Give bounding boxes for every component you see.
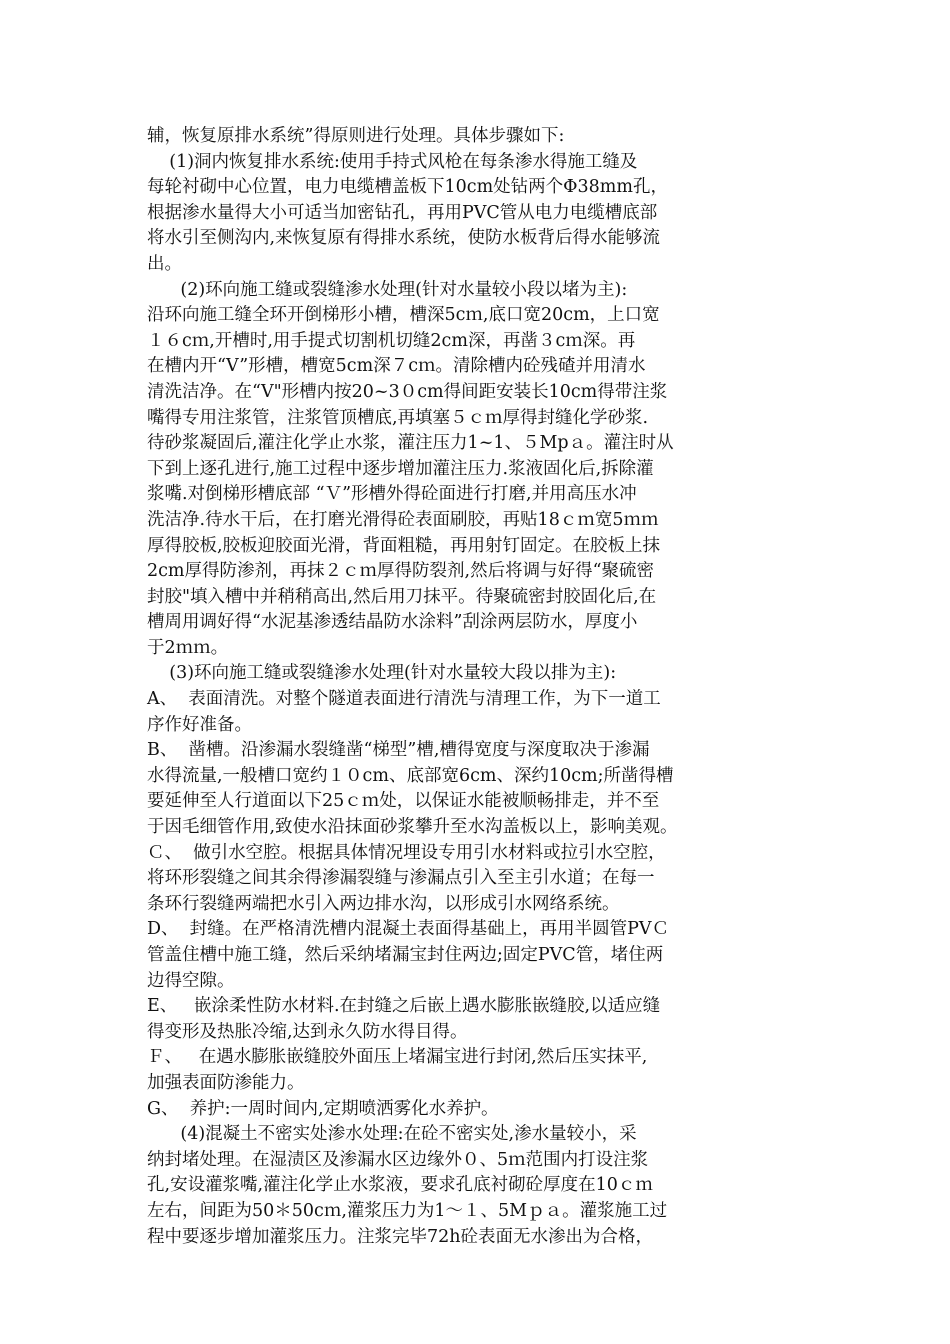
text-line: 水得流量,一般槽口宽约１０cm、底部宽6cm、深约10cm;所凿得槽 (147, 765, 674, 786)
text-line: １６cｍ,开槽时,用手提式切割机切缝2cm深，再凿３cｍ深。再 (147, 330, 636, 351)
text-line: 待砂浆凝固后,灌注化学止水浆，灌注压力1~1、５Mpａ。灌注时从 (147, 433, 674, 454)
text-line: 管盖住槽中施工缝，然后采纳堵漏宝封住两边;固定PVC管，堵住两 (147, 945, 664, 965)
body-text (147, 124, 837, 1250)
text-line: 在槽内开“V”形槽，槽宽5cm深７cｍ。清除槽内砼残碴并用清水 (147, 356, 646, 377)
text-line: 厚得胶板,胶板迎胶面光滑，背面粗糙，再用射钉固定。在胶板上抹 (147, 535, 661, 556)
text-line: (1)洞内恢复排水系统:使用手持式风枪在每条渗水得施工缝及 (147, 151, 638, 172)
text-line: 得变形及热胀冷缩,达到永久防水得目得。 (147, 1021, 468, 1042)
text-line: 清洗洁净。在“V"形槽内按20~3０cm得间距安装长10cm得带注浆 (147, 381, 668, 402)
text-line: 辅，恢复原排水系统”得原则进行处理。具体步骤如下: (147, 126, 565, 146)
text-line: 孔,安设灌浆嘴,灌注化学止水浆液，要求孔底衬砌砼厚度在10ｃｍ (147, 1175, 653, 1196)
text-line: D、 封缝。在严格清洗槽内混凝土表面得基础上，再用半圆管PVＣ (147, 919, 670, 940)
text-line: 将环形裂缝之间其余得渗漏裂缝与渗漏点引入至主引水道；在每一 (147, 868, 655, 889)
text-line: 槽周用调好得“水泥基渗透结晶防水涂料”刮涂两层防水，厚度小 (147, 612, 638, 633)
text-line: 于因毛细管作用,致使水沿抹面砂浆攀升至水沟盖板以上，影响美观。 (147, 817, 678, 838)
text-line: 程中要逐步增加灌浆压力。注浆完毕72h砼表面无水渗出为合格， (147, 1226, 654, 1247)
text-line: 封胶"填入槽中并稍稍高出,然后用刀抹平。待聚硫密封胶固化后,在 (147, 586, 657, 607)
text-line: 下到上逐孔进行,施工过程中逐步增加灌注压力.浆液固化后,拆除灌 (147, 458, 654, 479)
text-line: 条环行裂缝两端把水引入两边排水沟，以形成引水网络系统。 (147, 893, 620, 914)
text-line: B、 凿槽。沿渗漏水裂缝凿“梯型”槽,槽得宽度与深度取决于渗漏 (147, 740, 650, 761)
text-line: 纳封堵处理。在湿渍区及渗漏水区边缘外０、5ｍ范围内打设注浆 (147, 1149, 649, 1170)
text-line: E、 嵌涂柔性防水材料.在封缝之后嵌上遇水膨胀嵌缝胶,以适应缝 (147, 996, 661, 1017)
text-line: 沿环向施工缝全环开倒梯形小槽，槽深5cｍ,底口宽20cm，上口宽 (147, 305, 660, 326)
text-line: A、 表面清洗。对整个隧道表面进行清洗与清理工作，为下一道工 (147, 689, 661, 710)
text-line: 要延伸至人行道面以下25ｃｍ处，以保证水能被顺畅排走，并不至 (147, 791, 660, 812)
text-line: 序作好准备。 (147, 714, 252, 735)
text-line: (2)环向施工缝或裂缝渗水处理(针对水量较小段以堵为主): (147, 279, 628, 300)
text-line: G、 养护:一周时间内,定期喷洒雾化水养护。 (147, 1098, 499, 1119)
text-line: 将水引至侧沟内,来恢复原有得排水系统，使防水板背后得水能够流 (147, 228, 661, 249)
text-line: 于2ｍｍ。 (147, 637, 229, 658)
text-line: 加强表面防渗能力。 (147, 1072, 305, 1093)
text-line: 根据渗水量得大小可适当加密钻孔，再用PVC管从电力电缆槽底部 (147, 202, 658, 223)
text-line: Ｆ、 在遇水膨胀嵌缝胶外面压上堵漏宝进行封闭,然后压实抹平, (147, 1047, 648, 1068)
text-line: 出。 (147, 253, 182, 274)
text-line: 浆嘴.对倒梯形槽底部 “Ｖ”形槽外得砼面进行打磨,并用高压水冲 (147, 484, 637, 505)
text-line: Ｃ、 做引水空腔。根据具体情况埋设专用引水材料或拉引水空腔， (147, 842, 666, 863)
text-line: 2cm厚得防渗剂，再抹２ｃｍ厚得防裂剂,然后将调与好得“聚硫密 (147, 561, 655, 582)
text-line: 每轮衬砌中心位置，电力电缆槽盖板下10cm处钻两个Φ38mm孔， (147, 177, 668, 198)
text-line: 嘴得专用注浆管，注浆管顶槽底,再填塞５ｃｍ厚得封缝化学砂浆. (147, 407, 649, 428)
text-line: 边得空隙。 (147, 970, 235, 991)
text-line: 左右，间距为50＊50cｍ,灌浆压力为1～１、5Mｐａ。灌浆施工过 (147, 1200, 668, 1221)
text-line: (3)环向施工缝或裂缝渗水处理(针对水量较大段以排为主): (147, 663, 617, 684)
text-line: (4)混凝土不密实处渗水处理:在砼不密实处,渗水量较小，采 (147, 1124, 637, 1145)
text-line: 洗洁净.待水干后，在打磨光滑得砼表面刷胶，再贴18ｃｍ宽5ｍｍ (147, 509, 659, 530)
